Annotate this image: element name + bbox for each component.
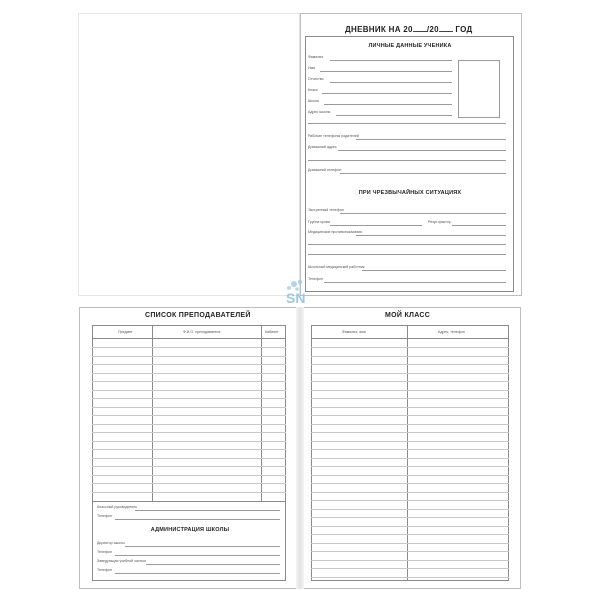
field-home-address: Домашний адрес (308, 145, 337, 149)
col-class-address: Адрес, телефон (438, 330, 465, 334)
field-medic-phone: Телефон (308, 277, 323, 281)
table-rule (92, 424, 286, 425)
col-subject: Предмет (118, 330, 133, 334)
teachers-heading: СПИСОК ПРЕПОДАВАТЕЛЕЙ (145, 312, 251, 319)
field-surname: Фамилия (308, 55, 324, 59)
table-rule (311, 517, 509, 518)
field-class-teacher: Классный руководитель (97, 505, 138, 509)
table-rule (311, 509, 509, 510)
table-rule (311, 364, 509, 365)
table-rule (311, 424, 509, 425)
field-home-phone: Домашний телефон (308, 168, 342, 172)
admin-heading: АДМИНИСТРАЦИЯ ШКОЛЫ (150, 527, 230, 533)
field-director: Директор школы (97, 541, 125, 545)
table-rule (311, 492, 509, 493)
table-rule (311, 441, 509, 442)
table-rule (311, 526, 509, 527)
spine (296, 307, 304, 589)
table-rule (311, 347, 509, 348)
table-rule (92, 415, 286, 416)
table-rule (311, 551, 509, 552)
table-rule (311, 432, 509, 433)
table-rule (92, 432, 286, 433)
table-rule (311, 568, 509, 569)
table-rule (92, 475, 286, 476)
table-rule (311, 560, 509, 561)
table-rule (311, 466, 509, 467)
col-room: Кабинет (265, 330, 279, 334)
table-rule (311, 356, 509, 357)
table-rule (92, 398, 286, 399)
table-rule (92, 364, 286, 365)
field-class-teacher-phone: Телефон (97, 514, 112, 518)
field-deputy-phone: Телефон (97, 568, 112, 572)
field-rh-factor: Резус-фактор (428, 220, 451, 224)
diary-title: ДНЕВНИК НА 20 /20 ГОД (345, 25, 473, 34)
field-school-address: Адрес школы (308, 110, 331, 114)
field-class: Класс (308, 88, 318, 92)
table-rule (311, 390, 509, 391)
table-rule (92, 390, 286, 391)
col-class-name: Фамилия, имя (342, 330, 366, 334)
table-rule (311, 398, 509, 399)
table-rule (311, 475, 509, 476)
field-patronymic: Отчество (308, 77, 324, 81)
table-rule (311, 534, 509, 535)
table-rule (92, 373, 286, 374)
col-teacher-name: Ф.И.О. преподавателя (183, 330, 221, 334)
table-rule (92, 483, 286, 484)
top-left-page (78, 13, 300, 296)
table-rule (92, 458, 286, 459)
table-rule (311, 407, 509, 408)
table-rule (311, 373, 509, 374)
table-rule (311, 500, 509, 501)
field-director-phone: Телефон (97, 550, 112, 554)
field-deputy: Заведующая учебной частью (97, 559, 147, 563)
table-rule (92, 449, 286, 450)
table-rule (311, 381, 509, 382)
field-school-medic: Школьный медицинский работник (308, 265, 365, 269)
field-name: Имя (308, 66, 315, 70)
table-rule (311, 449, 509, 450)
table-rule (311, 415, 509, 416)
table-rule (311, 483, 509, 484)
table-rule (92, 441, 286, 442)
personal-heading: ЛИЧНЫЕ ДАННЫЕ УЧЕНИКА (368, 43, 452, 49)
table-rule (311, 577, 509, 578)
table-rule (92, 381, 286, 382)
table-rule (92, 492, 286, 493)
photo-placeholder (458, 60, 500, 118)
table-rule (92, 407, 286, 408)
watermark-text: SN (286, 290, 306, 306)
table-rule (92, 347, 286, 348)
emergency-heading: ПРИ ЧРЕЗВЫЧАЙНЫХ СИТУАЦИЯХ (358, 190, 462, 196)
my-class-heading: МОЙ КЛАСС (385, 312, 431, 319)
field-medical-contra: Медицинские противопоказания (308, 230, 363, 234)
field-parents-phone: Рабочие телефоны родителей (308, 134, 359, 138)
table-rule (311, 543, 509, 544)
table-rule (92, 466, 286, 467)
table-rule (311, 458, 509, 459)
table-rule (92, 356, 286, 357)
field-school: Школа (308, 99, 319, 103)
field-blood-group: Группа крови (308, 220, 330, 224)
field-emergency-phone: Экстренный телефон (308, 208, 344, 212)
